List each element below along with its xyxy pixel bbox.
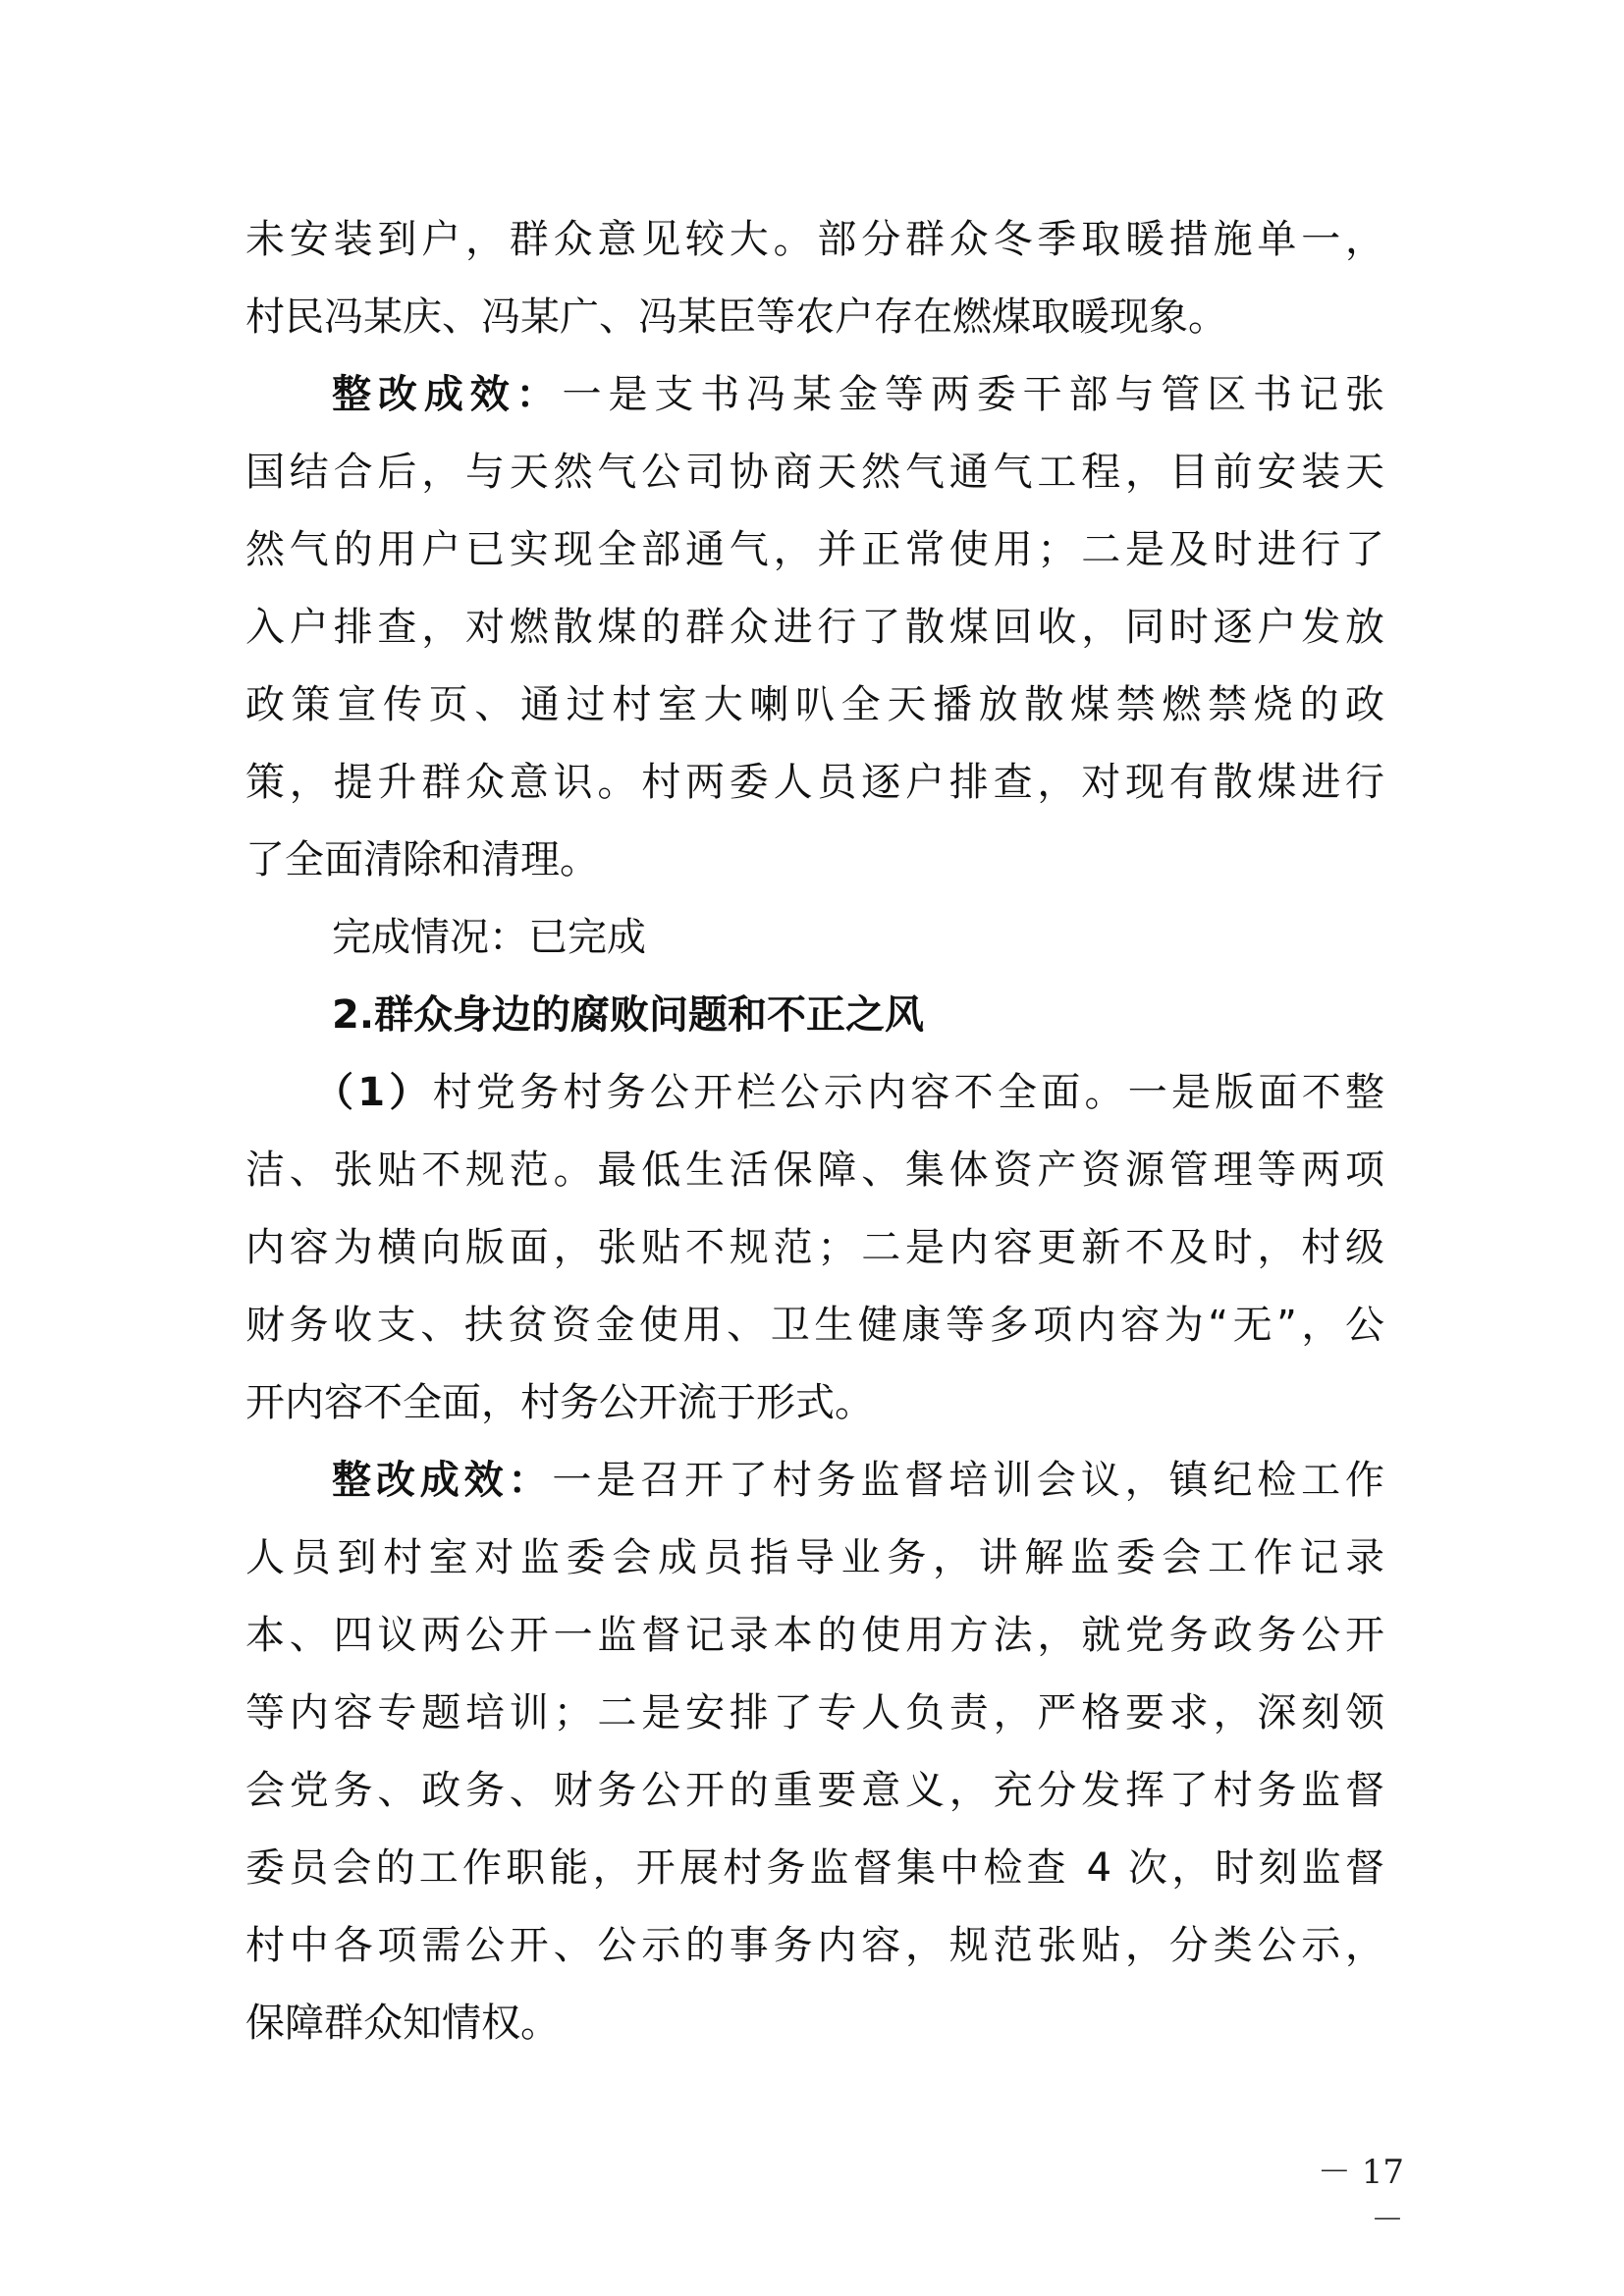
body-line: 了全面清除和清理。 <box>245 837 599 882</box>
paragraph-first-line <box>245 1442 1384 1520</box>
paragraph-text: 一是召开了村务监督培训会议，镇纪检工作 <box>552 1458 1384 1503</box>
body-line: 保障群众知情权。 <box>245 2001 560 2046</box>
body-line: 洁、张贴不规范。最低生活保障、集体资产资源管理等两项 <box>245 1148 1384 1193</box>
body-line: 人员到村室对监委会成员指导业务，讲解监委会工作记录 <box>245 1535 1384 1580</box>
body-line: 等内容专题培训；二是安排了专人负责，严格要求，深刻领 <box>245 1690 1384 1735</box>
body-line: 入户排查，对燃散煤的群众进行了散煤回收，同时逐户发放 <box>245 605 1384 650</box>
body-line: 然气的用户已实现全部通气，并正常使用；二是及时进行了 <box>245 527 1384 572</box>
paragraph-first-line <box>245 1054 1384 1132</box>
body-line: 委员会的工作职能，开展村务监督集中检查 4 次，时刻监督 <box>245 1845 1384 1891</box>
item-number: （1） <box>314 1070 433 1115</box>
body-line: 村中各项需公开、公示的事务内容，规范张贴，分类公示， <box>245 1923 1384 1968</box>
body-line: 村民冯某庆、冯某广、冯某臣等农户存在燃煤取暖现象。 <box>245 294 1227 340</box>
body-line: 策，提升群众意识。村两委人员逐户排查，对现有散煤进行 <box>245 760 1384 805</box>
body-line: 未安装到户，群众意见较大。部分群众冬季取暖措施单一， <box>245 217 1384 262</box>
body-line: 内容为横向版面，张贴不规范；二是内容更新不及时，村级 <box>245 1225 1384 1270</box>
body-line: 本、四议两公开一监督记录本的使用方法，就党务政务公开 <box>245 1613 1384 1658</box>
paragraph-first-line <box>245 356 1384 434</box>
body-line: 开内容不全面，村务公开流于形式。 <box>245 1380 874 1425</box>
section-heading: 2.群众身边的腐败问题和不正之风 <box>332 992 925 1038</box>
body-line: 财务收支、扶贫资金使用、卫生健康等多项内容为“无”，公 <box>245 1303 1384 1348</box>
paragraph-text: 一是支书冯某金等两委干部与管区书记张 <box>562 372 1384 417</box>
body-line: 政策宣传页、通过村室大喇叭全天播放散煤禁燃禁烧的政 <box>245 682 1384 727</box>
completion-status: 完成情况：已完成 <box>332 915 646 960</box>
page-number: － 17 － <box>1317 2153 1404 2240</box>
rectification-label: 整改成效： <box>332 1458 553 1503</box>
paragraph-text: 村党务村务公开栏公示内容不全面。一是版面不整 <box>432 1070 1384 1115</box>
body-line: 国结合后，与天然气公司协商天然气通气工程，目前安装天 <box>245 450 1384 495</box>
body-line: 会党务、政务、财务公开的重要意义，充分发挥了村务监督 <box>245 1768 1384 1813</box>
rectification-label: 整改成效： <box>332 372 563 417</box>
document-body <box>245 201 1384 2062</box>
